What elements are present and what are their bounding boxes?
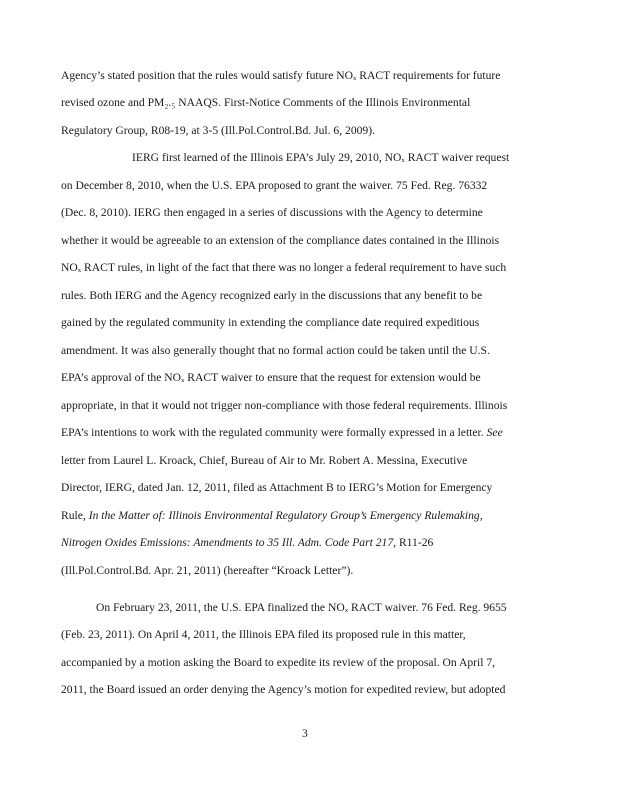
rule-word: Rule,: [61, 509, 86, 522]
text-line-18: [61, 536, 433, 550]
text-line-14: [61, 426, 503, 440]
text-line-8: NOₓ RACT rules, in light of the fact that there was no longer a federal requirement to have such: [61, 261, 507, 274]
see-signal: See: [486, 426, 503, 439]
text-line-6: (Dec. 8, 2010). IERG then engaged in a series of discussions with the Agency to determine: [61, 206, 483, 219]
case-caption: In the Matter of: Illinois Environmental Regulatory Group’s Emergency Rulemaking,: [88, 509, 483, 522]
text-line-16: Director, IERG, dated Jan. 12, 2011, filed as Attachment B to IERG’s Motion for Emergency: [61, 481, 493, 494]
text-line-5: on December 8, 2010, when the U.S. EPA proposed to grant the waiver. 75 Fed. Reg. 76332: [61, 179, 488, 192]
text-line-21: (Feb. 23, 2011). On April 4, 2011, the Illinois EPA filed its proposed rule in this matter,: [61, 628, 466, 641]
text-line-11: amendment. It was also generally thought that no formal action could be taken until the U.S.: [61, 344, 490, 357]
text-line-13: appropriate, in that it would not trigger non-compliance with those federal requirements. Illinois: [61, 399, 508, 412]
text-line-17: [61, 509, 483, 523]
text-line-3: Regulatory Group, R08-19, at 3-5 (Ill.Pol.Control.Bd. Jul. 6, 2009).: [61, 124, 375, 137]
case-caption-cont: Nitrogen Oxides Emissions: Amendments to 35 Ill. Adm. Code Part 217,: [61, 536, 397, 549]
text-line-20: On February 23, 2011, the U.S. EPA finalized the NOₓ RACT waiver. 76 Fed. Reg. 9655: [96, 601, 507, 614]
text-line-9: rules. Both IERG and the Agency recognized early in the discussions that any benefit to be: [61, 289, 483, 302]
text-line-22: accompanied by a motion asking the Board to expedite its review of the proposal. On April 7,: [61, 656, 496, 669]
text-line-12: EPA’s approval of the NOₓ RACT waiver to ensure that the request for extension would be: [61, 371, 481, 384]
text-line-2: revised ozone and PM₂.₅ NAAQS. First-Notice Comments of the Illinois Environmental: [61, 96, 471, 109]
text-line-19: (Ill.Pol.Control.Bd. Apr. 21, 2011) (hereafter “Kroack Letter”).: [61, 564, 354, 577]
text-line-15: letter from Laurel L. Kroack, Chief, Bureau of Air to Mr. Robert A. Messina, Executive: [61, 454, 468, 467]
page-number: 3: [302, 727, 308, 740]
text-line-1: Agency’s stated position that the rules would satisfy future NOₓ RACT requirements for future: [61, 69, 501, 82]
text-line-4: IERG first learned of the Illinois EPA’s July 29, 2010, NOₓ RACT waiver request: [132, 151, 510, 164]
text-line-7: whether it would be agreeable to an extension of the compliance dates contained in the Illinois: [61, 234, 500, 247]
text-line-14-main: EPA’s intentions to work with the regulated community were formally expressed in a letter.: [61, 426, 484, 439]
text-line-10: gained by the regulated community in extending the compliance date required expeditious: [61, 316, 480, 329]
text-line-23: 2011, the Board issued an order denying the Agency’s motion for expedited review, but adopted: [61, 683, 506, 696]
docket-number: R11-26: [398, 536, 434, 549]
